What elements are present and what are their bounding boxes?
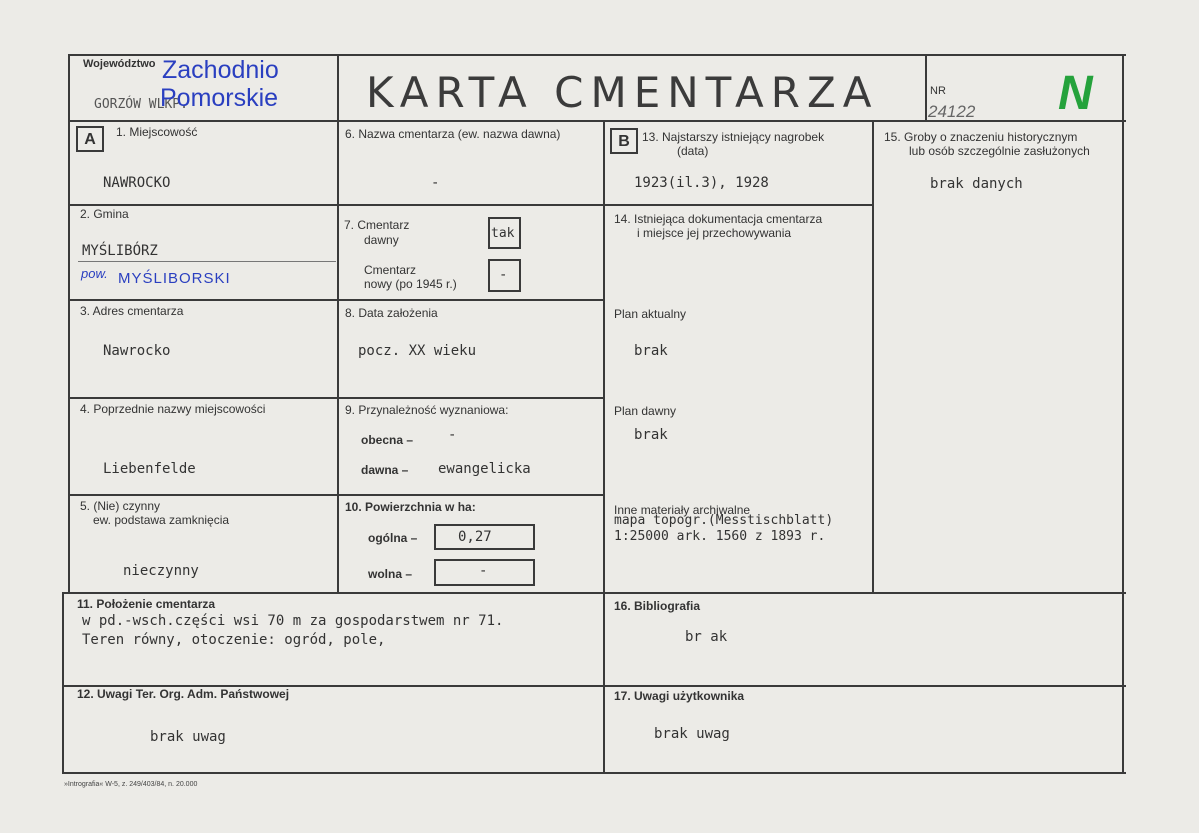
field-2-pow-prefix: pow. — [81, 266, 108, 281]
rule — [68, 204, 338, 206]
field-7-nowy-value: - — [499, 267, 508, 283]
field-13-value: 1923(il.3), 1928 — [634, 175, 769, 191]
field-9-dawna-label: dawna – — [361, 463, 409, 477]
rule — [78, 261, 336, 262]
field-9-obecna-label: obecna – — [361, 433, 414, 447]
field-3-value: Nawrocko — [103, 343, 171, 359]
field-12-label: 12. Uwagi Ter. Org. Adm. Państwowej — [77, 687, 290, 701]
field-8-value: pocz. XX wieku — [358, 343, 477, 359]
field-7-label-4: nowy (po 1945 r.) — [364, 277, 457, 291]
field-15-label-2: lub osób szczególnie zasłużonych — [909, 144, 1090, 158]
field-9-label: 9. Przynależność wyznaniowa: — [345, 403, 509, 417]
section-b-badge: B — [610, 128, 638, 154]
field-5-label-2: ew. podstawa zamknięcia — [93, 513, 230, 527]
field-11-line-1: w pd.-wsch.części wsi 70 m za gospodarstwem nr 71. — [82, 613, 504, 629]
field-3-label: 3. Adres cmentarza — [80, 304, 184, 318]
rule — [603, 204, 873, 206]
rule — [62, 592, 1126, 594]
field-11-label: 11. Położenie cmentarza — [77, 597, 216, 611]
inne-materialy-label: Inne materiały archiwalne — [614, 503, 751, 517]
field-10-wolna-value: - — [479, 563, 488, 579]
rule — [68, 397, 338, 399]
plan-dawny-value: brak — [634, 427, 668, 443]
section-a-badge: A — [76, 126, 104, 152]
inne-materialy-line-1: mapa topogr.(Messtischblatt) — [614, 513, 834, 528]
field-14-label: 14. Istniejąca dokumentacja cmentarza — [614, 212, 823, 226]
field-7-dawny-value: tak — [491, 226, 515, 241]
field-13-label: 13. Najstarszy istniejący nagrobek — [642, 130, 825, 144]
field-4-value: Liebenfelde — [103, 461, 196, 477]
plan-aktualny-label: Plan aktualny — [614, 307, 687, 321]
field-16-value: br ak — [685, 629, 728, 645]
field-15-label: 15. Groby o znaczeniu historycznym — [884, 130, 1078, 144]
field-16-label: 16. Bibliografia — [614, 599, 701, 613]
field-17-label: 17. Uwagi użytkownika — [614, 689, 745, 703]
field-8-label: 8. Data założenia — [345, 306, 438, 320]
field-11-line-2: Teren równy, otoczenie: ogród, pole, — [82, 632, 386, 648]
field-17-value: brak uwag — [654, 726, 730, 742]
rule — [603, 120, 605, 774]
field-5-label: 5. (Nie) czynny — [80, 499, 161, 513]
card-title: KARTA CMENTARZA — [366, 68, 879, 117]
field-6-label: 6. Nazwa cmentarza (ew. nazwa dawna) — [345, 127, 561, 141]
rule — [337, 397, 605, 399]
rule — [68, 494, 338, 496]
rule — [337, 54, 339, 594]
rule — [68, 299, 338, 301]
rule — [337, 299, 605, 301]
nr-label: NR — [930, 85, 946, 97]
field-4-label: 4. Poprzednie nazwy miejscowości — [80, 402, 266, 416]
printer-footer: »Intrografia« W-5, z. 249/403/84, n. 20.000 — [64, 781, 198, 788]
field-1-value: NAWROCKO — [103, 175, 171, 191]
field-15-value: brak danych — [930, 176, 1023, 192]
rule — [337, 204, 605, 206]
field-7-label-2: dawny — [364, 233, 399, 247]
rule — [872, 120, 874, 594]
field-12-value: brak uwag — [150, 729, 226, 745]
field-2-value: MYŚLIBÓRZ — [82, 243, 158, 259]
field-6-value: - — [431, 175, 440, 191]
field-14-label-2: i miejsce jej przechowywania — [637, 226, 792, 240]
field-10-ogolna-value: 0,27 — [458, 529, 492, 545]
field-9-obecna-value: - — [448, 427, 457, 443]
field-5-value: nieczynny — [123, 563, 199, 579]
field-7-label-3: Cmentarz — [364, 263, 417, 277]
field-2-pow-value: MYŚLIBORSKI — [118, 270, 231, 287]
field-7-label: 7. Cmentarz — [344, 218, 410, 232]
field-13-label-2: (data) — [677, 144, 709, 158]
wojewodztwo-handwritten: Zachodnio — [162, 56, 279, 84]
nr-handwritten: 24122 — [928, 102, 976, 121]
field-2-label: 2. Gmina — [80, 207, 129, 221]
old-province-typed: GORZÓW WLKP. — [94, 97, 188, 112]
field-9-dawna-value: ewangelicka — [438, 461, 531, 477]
stamp-letter: N — [1058, 67, 1093, 120]
plan-aktualny-value: brak — [634, 343, 668, 359]
field-10-ogolna-label: ogólna – — [368, 531, 418, 545]
plan-dawny-label: Plan dawny — [614, 404, 677, 418]
rule — [62, 772, 1126, 774]
rule — [1122, 54, 1124, 774]
field-10-label: 10. Powierzchnia w ha: — [345, 500, 476, 514]
inne-materialy-line-2: 1:25000 ark. 1560 z 1893 r. — [614, 529, 826, 544]
wojewodztwo-handwritten-2: Pomorskie — [160, 84, 279, 112]
field-10-wolna-label: wolna – — [368, 567, 413, 581]
rule — [337, 494, 605, 496]
field-1-label: 1. Miejscowość — [116, 125, 198, 139]
rule — [68, 54, 70, 594]
rule — [925, 54, 927, 122]
wojewodztwo-label: Województwo — [83, 58, 156, 70]
rule — [62, 592, 64, 774]
